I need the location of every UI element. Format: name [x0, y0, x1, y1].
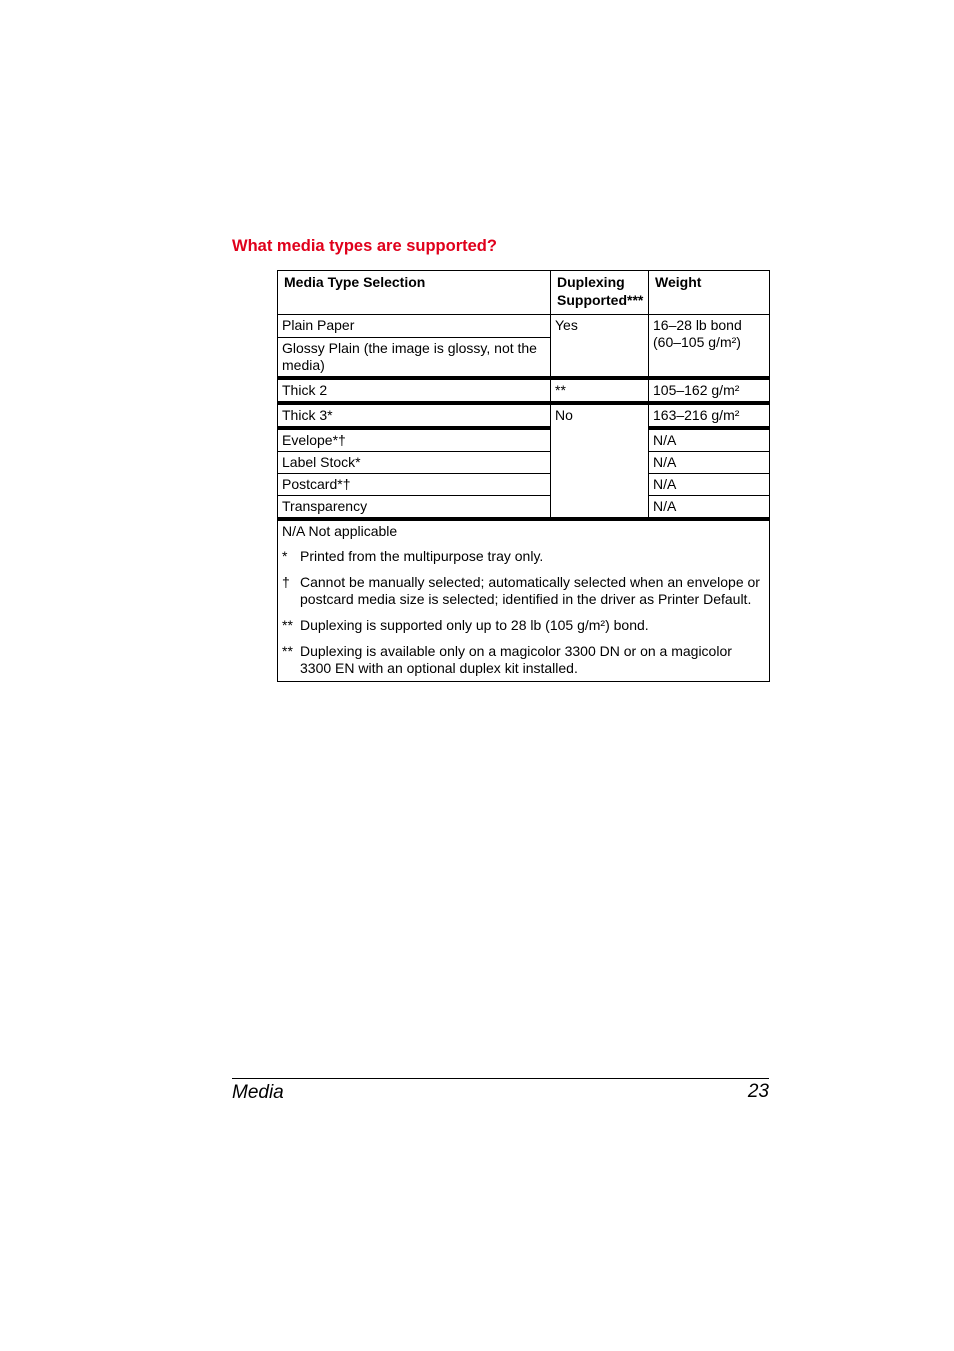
cell-weight: 105–162 g/m² — [649, 378, 770, 403]
cell-weight: N/A — [649, 428, 770, 452]
cell-duplex: Yes — [551, 315, 649, 379]
table-notes-row — [278, 519, 770, 682]
cell-weight: N/A — [649, 474, 770, 496]
table-row — [278, 315, 770, 338]
footnote-mark: ** — [282, 617, 293, 633]
footnote — [282, 643, 765, 677]
footnote-text: Duplexing is supported only up to 28 lb (105 g/m²) bond. — [300, 617, 649, 633]
footnote — [282, 617, 765, 634]
cell-weight: 163–216 g/m² — [649, 403, 770, 428]
cell-media-name: Plain Paper — [278, 315, 551, 338]
table-notes — [278, 519, 770, 682]
header-duplexing — [551, 271, 649, 315]
cell-weight: N/A — [649, 496, 770, 520]
footnote-mark: ** — [282, 643, 293, 659]
table-row — [278, 428, 770, 452]
weight-line2: (60–105 g/m²) — [653, 334, 741, 350]
cell-media-name: Label Stock* — [278, 452, 551, 474]
cell-media-name: Postcard*† — [278, 474, 551, 496]
cell-media-name: Thick 3* — [278, 403, 551, 428]
footer-page-number: 23 — [747, 1081, 769, 1102]
table-row — [278, 403, 770, 428]
section-heading: What media types are supported? — [232, 237, 497, 255]
cell-weight — [649, 315, 770, 379]
footnote — [282, 574, 765, 608]
table-row — [278, 452, 770, 474]
header-weight: Weight — [649, 271, 770, 315]
note-na: N/A Not applicable — [282, 523, 398, 539]
cell-duplex: ** — [551, 378, 649, 403]
cell-media-name: Evelope*† — [278, 428, 551, 452]
media-types-table — [277, 270, 770, 682]
table-row — [278, 474, 770, 496]
table-row — [278, 496, 770, 520]
footnote-text: Duplexing is available only on a magicolor 3300 DN or on a magicolor 3300 EN with an optional duplex kit installed. — [300, 643, 732, 676]
header-duplexing-line2: Supported*** — [557, 292, 644, 308]
table-header-row — [278, 271, 770, 315]
weight-line1: 16–28 lb bond — [653, 317, 742, 333]
cell-media-name: Transparency — [278, 496, 551, 520]
header-duplexing-line1: Duplexing — [557, 274, 625, 290]
header-media-type: Media Type Selection — [278, 271, 551, 315]
footnote — [282, 548, 765, 565]
footnote-mark: † — [282, 574, 290, 590]
cell-weight: N/A — [649, 452, 770, 474]
footer-rule — [232, 1078, 769, 1079]
footnote-text: Printed from the multipurpose tray only. — [300, 548, 544, 564]
cell-media-name: Glossy Plain (the image is glossy, not the media) — [278, 338, 551, 379]
footer-chapter-title: Media — [232, 1082, 284, 1103]
cell-media-name: Thick 2 — [278, 378, 551, 403]
footnote-mark: * — [282, 548, 288, 564]
footnote-text: Cannot be manually selected; automatically selected when an envelope or postcard media size is selected; identified in the driver as Printer Default. — [300, 574, 760, 607]
table-row — [278, 378, 770, 403]
cell-duplex: No — [551, 403, 649, 519]
